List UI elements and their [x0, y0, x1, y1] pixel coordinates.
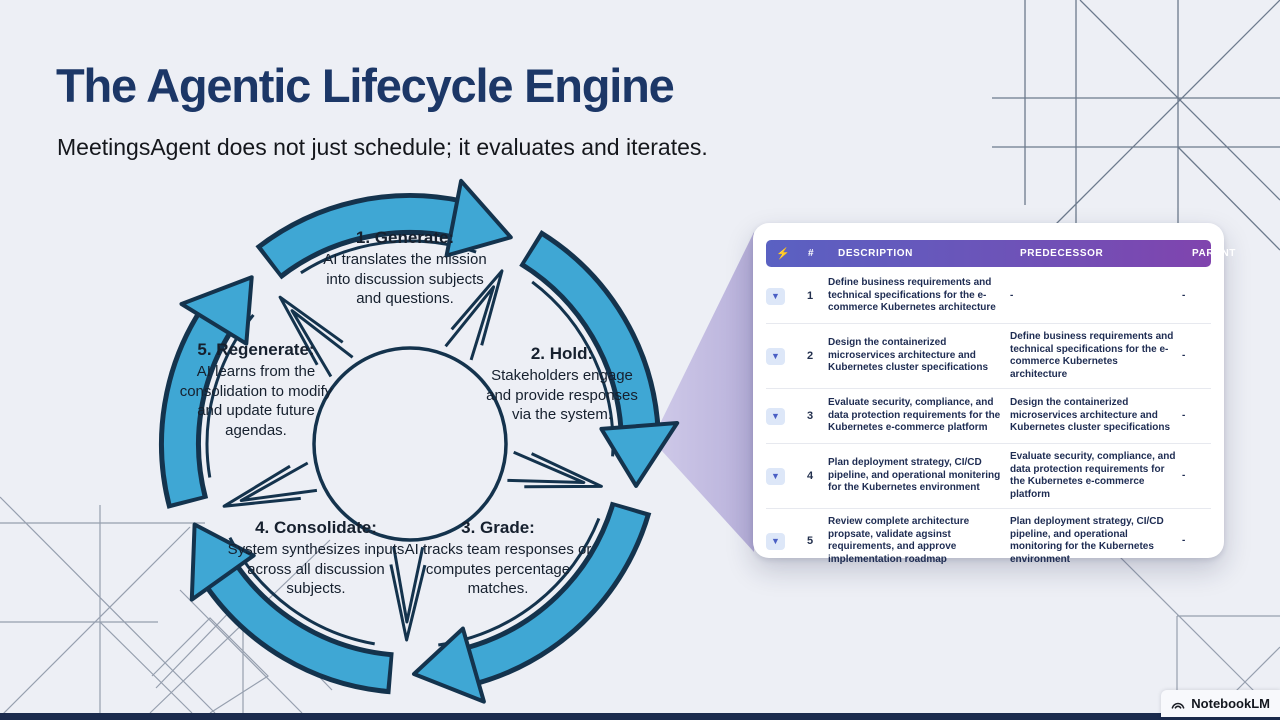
- notebooklm-logo-icon: [1170, 696, 1186, 712]
- row-parent: -: [1182, 349, 1186, 361]
- table-header-row: [766, 240, 1236, 267]
- column-header-predecessor: PREDECESSOR: [1020, 248, 1104, 259]
- cycle-step-generate: [321, 228, 489, 309]
- expand-row-icon[interactable]: ▼: [766, 468, 785, 485]
- step-description: AI translates the mission into discussion subjects and questions.: [323, 251, 487, 307]
- row-parent: -: [1182, 289, 1186, 301]
- step-label: 5. Regenerate:: [197, 340, 315, 359]
- step-label: 3. Grade:: [461, 518, 535, 537]
- page-subtitle: MeetingsAgent does not just schedule; it evaluates and iterates.: [57, 134, 708, 160]
- row-description: Evaluate security, compliance, and data protection requirements for the Kubernetes e-commerce platform: [828, 397, 1001, 434]
- step-description: AI tracks team responses or computes percentage matches.: [404, 541, 592, 597]
- row-description: Define business requirements and technical specifications for the e-commerce Kubernetes architecture: [828, 277, 996, 314]
- expand-row-icon[interactable]: ▼: [766, 288, 785, 305]
- row-description: Design the containerized microservices architecture and Kubernetes cluster specifications: [828, 337, 989, 374]
- step-label: 1. Generate:: [355, 228, 455, 247]
- row-number: 2: [806, 350, 814, 362]
- row-predecessor: -: [1010, 289, 1014, 301]
- table-body: [766, 269, 1211, 573]
- row-number: 4: [806, 470, 814, 482]
- row-number: 3: [806, 410, 814, 422]
- table-row: [766, 389, 1211, 444]
- column-header-num: #: [808, 248, 815, 259]
- notebooklm-label: NotebookLM: [1191, 696, 1270, 711]
- row-predecessor: Design the containerized microservices architecture and Kubernetes cluster specifications: [1010, 397, 1171, 434]
- bottom-accent-bar: [0, 713, 1280, 720]
- row-number: 5: [806, 535, 814, 547]
- expand-row-icon[interactable]: ▼: [766, 408, 785, 425]
- table-row: [766, 324, 1211, 389]
- notebooklm-badge: [1161, 690, 1280, 717]
- table-row: [766, 509, 1211, 573]
- task-table-card: [753, 223, 1236, 565]
- row-predecessor: Define business requirements and technical specifications for the e-commerce Kubernetes architecture: [1010, 331, 1174, 380]
- column-header-parent: PARENT: [1192, 248, 1236, 259]
- row-parent: -: [1182, 469, 1186, 481]
- step-description: AI learns from the consolidation to modify and update future agendas.: [179, 363, 333, 439]
- row-description: Plan deployment strategy, CI/CD pipeline, and operational monitering for the Kubernetes environment: [828, 457, 1001, 494]
- step-description: Stakeholders engage and provide responses via the system.: [486, 367, 638, 423]
- row-description: Review complete architecture propsate, validate agsinst requirements, and approve implementation roadmap: [828, 516, 970, 565]
- step-label: 2. Hold:: [530, 344, 594, 363]
- column-header-description: DESCRIPTION: [838, 248, 913, 259]
- cycle-step-consolidate: [224, 518, 408, 599]
- row-parent: -: [1182, 534, 1186, 546]
- step-label: 4. Consolidate:: [255, 518, 377, 537]
- table-row: [766, 444, 1211, 509]
- page-title: The Agentic Lifecycle Engine: [56, 59, 674, 112]
- row-parent: -: [1182, 409, 1186, 421]
- table-row: [766, 269, 1211, 324]
- expand-row-icon[interactable]: ▼: [766, 348, 785, 365]
- row-predecessor: Plan deployment strategy, CI/CD pipeline, and operational monitoring for the Kubernetes environment: [1010, 516, 1164, 565]
- cycle-step-hold: [483, 344, 641, 425]
- row-predecessor: Evaluate security, compliance, and data protection requirements for the Kubernetes e-commerce platform: [1010, 451, 1176, 500]
- lightning-icon: ⚡: [776, 248, 790, 260]
- row-number: 1: [806, 290, 814, 302]
- step-description: System synthesizes inputs across all discussion subjects.: [227, 541, 405, 597]
- expand-row-icon[interactable]: ▼: [766, 533, 785, 550]
- cycle-step-grade: [397, 518, 599, 599]
- cycle-step-regenerate: [171, 340, 341, 440]
